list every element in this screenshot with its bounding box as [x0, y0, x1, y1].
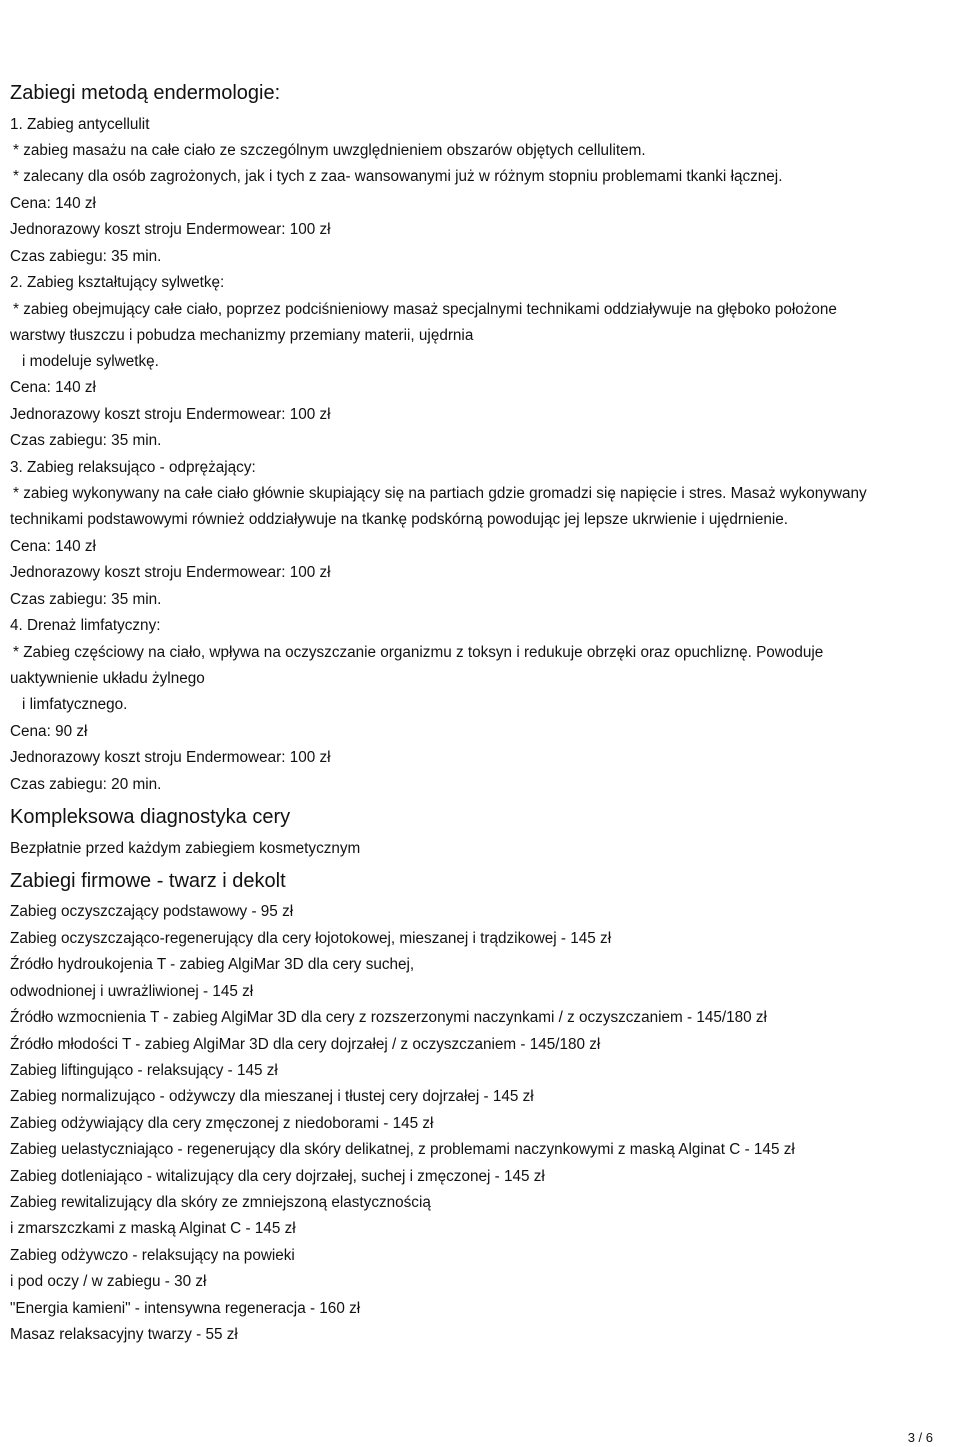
text-line: i zmarszczkami z maską Alginat C - 145 zł [10, 1220, 296, 1237]
section-heading-zabiegi-firmowe: Zabiegi firmowe - twarz i dekolt [10, 870, 286, 892]
text-line: Zabieg oczyszczająco-regenerujący dla cery łojotokowej, mieszanej i trądzikowej - 145 zł [10, 930, 612, 947]
text-line: * zalecany dla osób zagrożonych, jak i tych z zaa- wansowanymi już w różnym stopniu problemami tkanki łącznej. [13, 168, 783, 185]
section-heading-diagnostyka: Kompleksowa diagnostyka cery [10, 806, 291, 828]
text-line: Zabieg normalizująco - odżywczy dla mieszanej i tłustej cery dojrzałej - 145 zł [10, 1088, 534, 1105]
text-line: Bezpłatnie przed każdym zabiegiem kosmetycznym [10, 840, 361, 857]
text-line: Zabieg rewitalizujący dla skóry ze zmniejszoną elastycznością [10, 1194, 431, 1211]
text-line: Jednorazowy koszt stroju Endermowear: 100 zł [10, 221, 331, 238]
text-line: Źródło młodości T - zabieg AlgiMar 3D dla cery dojrzałej / z oczyszczaniem - 145/180 zł [10, 1036, 601, 1053]
text-line: * zabieg masażu na całe ciało ze szczególnym uwzględnieniem obszarów objętych cellulitem. [13, 142, 646, 159]
text-line: Zabieg uelastyczniająco - regenerujący dla skóry delikatnej, z problemami naczynkowymi z maską Alginat C - 145 zł [10, 1141, 795, 1158]
text-line: warstwy tłuszczu i pobudza mechanizmy przemiany materii, ujędrnia [10, 327, 474, 344]
text-line: Czas zabiegu: 35 min. [10, 248, 162, 265]
text-line: Zabieg odżywiający dla cery zmęczonej z niedoborami - 145 zł [10, 1115, 434, 1132]
text-line: Czas zabiegu: 35 min. [10, 432, 162, 449]
text-line: i pod oczy / w zabiegu - 30 zł [10, 1273, 207, 1290]
text-line: Cena: 140 zł [10, 379, 96, 396]
text-line: Zabieg odżywczo - relaksujący na powieki [10, 1247, 295, 1264]
text-line: 2. Zabieg kształtujący sylwetkę: [10, 274, 225, 291]
text-line: Źródło wzmocnienia T - zabieg AlgiMar 3D dla cery z rozszerzonymi naczynkami / z oczyszczaniem - 145/180 zł [10, 1009, 767, 1026]
text-line: Cena: 90 zł [10, 723, 88, 740]
text-line: odwodnionej i uwrażliwionej - 145 zł [10, 983, 254, 1000]
text-line: * Zabieg częściowy na ciało, wpływa na oczyszczanie organizmu z toksyn i redukuje obrzęki oraz opuchliznę. Powoduje [13, 644, 824, 661]
text-line: Zabieg oczyszczający podstawowy - 95 zł [10, 903, 294, 920]
text-line: Jednorazowy koszt stroju Endermowear: 100 zł [10, 749, 331, 766]
page-number: 3 / 6 [907, 1430, 933, 1445]
text-line: i limfatycznego. [22, 696, 128, 713]
text-line: 3. Zabieg relaksująco - odprężający: [10, 459, 256, 476]
text-line: Jednorazowy koszt stroju Endermowear: 100 zł [10, 406, 331, 423]
text-line: technikami podstawowymi również oddziaływuje na tkankę podskórną powodując jej lepsze ukrwienie i ujędrnienie. [10, 511, 789, 528]
text-line: Zabieg dotleniająco - witalizujący dla cery dojrzałej, suchej i zmęczonej - 145 zł [10, 1168, 545, 1185]
text-line: Masaz relaksacyjny twarzy - 55 zł [10, 1326, 238, 1343]
text-line: Cena: 140 zł [10, 538, 96, 555]
text-line: * zabieg wykonywany na całe ciało głównie skupiający się na partiach gdzie gromadzi się napięcie i stres. Masaż wykonywany [13, 485, 867, 502]
text-line: Jednorazowy koszt stroju Endermowear: 100 zł [10, 564, 331, 581]
text-line: Źródło hydroukojenia T - zabieg AlgiMar 3D dla cery suchej, [10, 956, 415, 973]
text-line: * zabieg obejmujący całe ciało, poprzez podciśnieniowy masaż specjalnymi technikami oddziaływuje na głęboko położone [13, 301, 837, 318]
text-line: i modeluje sylwetkę. [22, 353, 159, 370]
text-line: Zabieg liftingująco - relaksujący - 145 zł [10, 1062, 278, 1079]
text-line: Cena: 140 zł [10, 195, 96, 212]
text-line: uaktywnienie układu żylnego [10, 670, 205, 687]
text-line: Czas zabiegu: 20 min. [10, 776, 162, 793]
text-line: 1. Zabieg antycellulit [10, 116, 150, 133]
text-line: Czas zabiegu: 35 min. [10, 591, 162, 608]
section-heading-endermologie: Zabiegi metodą endermologie: [10, 82, 281, 104]
text-line: "Energia kamieni" - intensywna regeneracja - 160 zł [10, 1300, 361, 1317]
text-line: 4. Drenaż limfatyczny: [10, 617, 161, 634]
